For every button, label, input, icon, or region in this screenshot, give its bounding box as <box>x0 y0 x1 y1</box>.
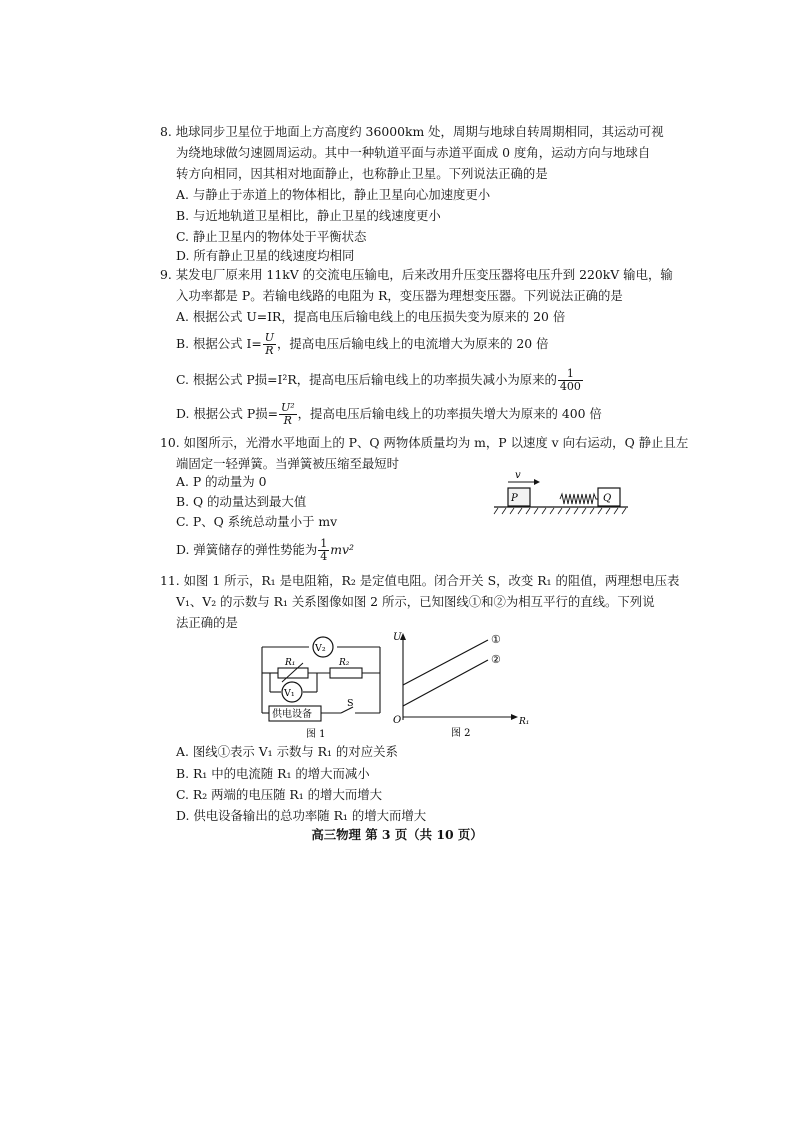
graph-line-1-label: ① <box>491 633 501 646</box>
x-axis-arrowhead <box>511 714 518 720</box>
velocity-arrowhead <box>534 479 540 485</box>
graph-line-2-label: ② <box>491 653 501 666</box>
q10-option-d-den: 4 <box>320 550 328 563</box>
spring <box>560 494 598 504</box>
figure2-caption: 图 2 <box>451 728 471 739</box>
q10-option-d-post: mv² <box>330 542 354 557</box>
q9-option-b-post: ，提高电压后输电线上的电流增大为原来的 20 倍 <box>277 336 549 351</box>
q9-option-b-den: R <box>265 344 274 357</box>
q9-option-d-den: R <box>283 414 292 427</box>
figure1-caption: 图 1 <box>306 729 326 740</box>
q10-option-d-pre: D. 弹簧储存的弹性势能为 <box>176 542 318 557</box>
q8-option-c: C. 静止卫星内的物体处于平衡状态 <box>176 229 367 244</box>
r2-label: R₂ <box>339 658 350 668</box>
resistor-box-r1 <box>278 668 308 678</box>
q8-stem-line1: 8. 地球同步卫星位于地面上方高度约 36000km 处，周期与地球自转周期相同，其运动可视 <box>160 124 664 139</box>
q9-option-c-pre: C. 根据公式 P损=I²R，提高电压后输电线上的功率损失减小为原来的 <box>176 372 557 387</box>
switch-label: S <box>347 698 354 709</box>
q9-option-c <box>176 368 584 393</box>
power-supply-label: 供电设备 <box>272 709 312 720</box>
q11-circuit-figure <box>255 630 390 740</box>
q10-option-c: C. P、Q 系统总动量小于 mv <box>176 514 338 529</box>
q10-stem-line1: 10. 如图所示，光滑水平地面上的 P、Q 两物体质量均为 m，P 以速度 v 向右运动，Q 静止且左 <box>160 435 689 450</box>
y-axis-label: U <box>393 632 402 643</box>
q10-option-b: B. Q 的动量达到最大值 <box>176 494 307 509</box>
q9-option-a: A. 根据公式 U=IR，提高电压后输电线上的电压损失变为原来的 20 倍 <box>176 309 566 324</box>
q9-option-d-post: ，提高电压后输电线上的功率损失增大为原来的 400 倍 <box>297 406 602 421</box>
voltmeter-v1-label: V₁ <box>284 688 295 699</box>
q10-option-d <box>176 538 354 563</box>
q9-option-d-num: U² <box>280 401 295 414</box>
q8-stem-line3: 转方向相同，因其相对地面静止，也称静止卫星。下列说法正确的是 <box>176 166 548 181</box>
velocity-label: v <box>515 470 521 481</box>
q9-option-b-pre: B. 根据公式 I= <box>176 336 262 351</box>
graph-line-2 <box>403 660 488 706</box>
q8-stem-line2: 为绕地球做匀速圆周运动。其中一种轨道平面与赤道平面成 0 度角，运动方向与地球自 <box>176 145 651 160</box>
r1-label: R₁ <box>285 658 296 668</box>
q9-option-d-pre: D. 根据公式 P损= <box>176 406 278 421</box>
q11-option-d: D. 供电设备输出的总功率随 R₁ 的增大而增大 <box>176 808 427 823</box>
q10-stem-line2: 端固定一轻弹簧。当弹簧被压缩至最短时 <box>176 456 400 471</box>
q8-option-d: D. 所有静止卫星的线速度均相同 <box>176 248 355 263</box>
q9-option-c-den: 400 <box>559 380 581 393</box>
q10-option-a: A. P 的动量为 0 <box>176 474 267 489</box>
resistor-r2 <box>330 668 362 678</box>
q11-option-a: A. 图线①表示 V₁ 示数与 R₁ 的对应关系 <box>176 744 398 759</box>
x-axis-label: R₁ <box>519 717 530 727</box>
q9-option-d <box>176 402 602 427</box>
q11-option-c: C. R₂ 两端的电压随 R₁ 的增大而增大 <box>176 787 383 802</box>
page-footer: 高三物理 第 3 页（共 10 页） <box>311 827 483 842</box>
origin-label: O <box>393 715 402 726</box>
block-q-label: Q <box>603 493 612 504</box>
q10-option-d-fraction <box>318 538 329 563</box>
q11-stem-line3: 法正确的是 <box>176 615 238 630</box>
q10-option-d-num: 1 <box>320 537 328 550</box>
q9-option-d-fraction <box>279 402 297 427</box>
q11-stem-line2: V₁、V₂ 的示数与 R₁ 关系图像如图 2 所示，已知图线①和②为相互平行的直线。下列说 <box>176 594 655 609</box>
q9-stem-line2: 入功率都是 P。若输电线路的电阻为 R，变压器为理想变压器。下列说法正确的是 <box>176 288 623 303</box>
q11-stem-line1: 11. 如图 1 所示，R₁ 是电阻箱，R₂ 是定值电阻。闭合开关 S，改变 R₁ 的阻值，两理想电压表 <box>160 573 680 588</box>
q8-option-a: A. 与静止于赤道上的物体相比，静止卫星向心加速度更小 <box>176 187 491 202</box>
q11-option-b: B. R₁ 中的电流随 R₁ 的增大而减小 <box>176 766 370 781</box>
block-p-label: P <box>511 493 518 504</box>
voltmeter-v2-label: V₂ <box>315 643 326 654</box>
q9-stem-line1: 9. 某发电厂原来用 11kV 的交流电压输电，后来改用升压变压器将电压升到 220kV 输电，输 <box>160 267 673 282</box>
q9-option-b <box>176 332 549 357</box>
ground-hatching <box>494 508 626 514</box>
q9-option-b-fraction <box>263 332 276 357</box>
q10-figure <box>490 468 632 518</box>
q9-option-c-num: 1 <box>558 368 583 381</box>
q9-option-c-fraction <box>558 368 583 393</box>
q11-graph-figure <box>385 628 535 740</box>
q9-option-b-num: U <box>264 331 275 344</box>
graph-line-1 <box>403 640 488 685</box>
q8-option-b: B. 与近地轨道卫星相比，静止卫星的线速度更小 <box>176 208 441 223</box>
